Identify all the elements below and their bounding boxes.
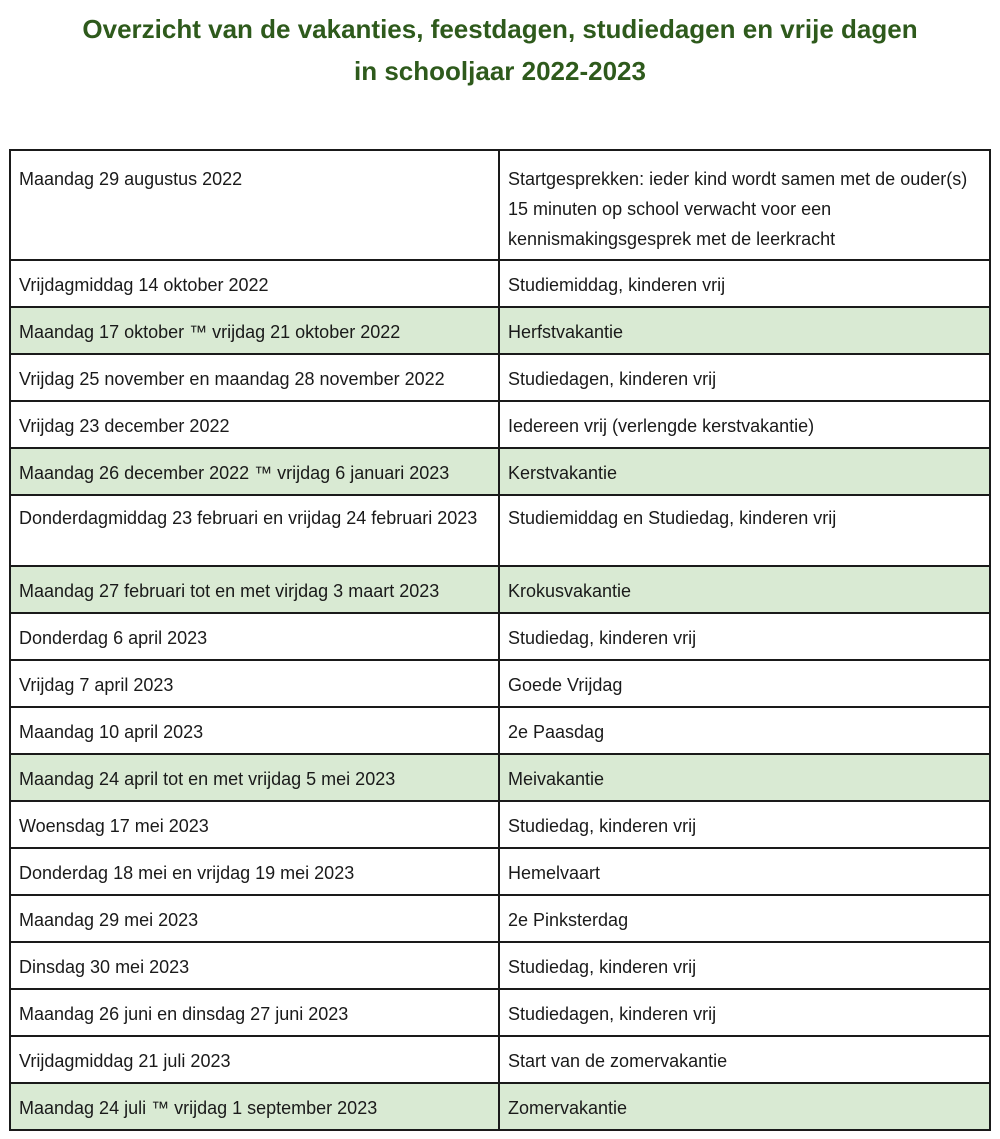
table-row [10, 354, 990, 401]
event-cell: Studiedag, kinderen vrij [499, 801, 990, 848]
table-row [10, 1036, 990, 1083]
table-row [10, 989, 990, 1036]
event-cell: Meivakantie [499, 754, 990, 801]
event-cell: 2e Paasdag [499, 707, 990, 754]
table-row [10, 707, 990, 754]
event-cell: Studiedag, kinderen vrij [499, 942, 990, 989]
event-cell: Studiedagen, kinderen vrij [499, 354, 990, 401]
event-cell: Krokusvakantie [499, 566, 990, 613]
table-row-vacation [10, 566, 990, 613]
event-cell: Kerstvakantie [499, 448, 990, 495]
table-row-vacation [10, 448, 990, 495]
event-cell: Hemelvaart [499, 848, 990, 895]
date-cell: Maandag 10 april 2023 [10, 707, 499, 754]
date-cell: Maandag 26 december 2022 ™ vrijdag 6 januari 2023 [10, 448, 499, 495]
date-cell: Maandag 24 april tot en met vrijdag 5 mei 2023 [10, 754, 499, 801]
date-cell: Vrijdag 7 april 2023 [10, 660, 499, 707]
event-cell: Studiemiddag, kinderen vrij [499, 260, 990, 307]
date-cell: Donderdagmiddag 23 februari en vrijdag 24 februari 2023 [10, 495, 499, 566]
date-cell: Maandag 26 juni en dinsdag 27 juni 2023 [10, 989, 499, 1036]
date-cell: Donderdag 18 mei en vrijdag 19 mei 2023 [10, 848, 499, 895]
event-cell: Studiemiddag en Studiedag, kinderen vrij [499, 495, 990, 566]
table-row-vacation [10, 754, 990, 801]
event-cell: Studiedag, kinderen vrij [499, 613, 990, 660]
date-cell: Maandag 27 februari tot en met virjdag 3 maart 2023 [10, 566, 499, 613]
table-row [10, 150, 990, 260]
table-row [10, 260, 990, 307]
date-cell: Dinsdag 30 mei 2023 [10, 942, 499, 989]
table-row [10, 895, 990, 942]
date-cell: Donderdag 6 april 2023 [10, 613, 499, 660]
page-title [0, 8, 1000, 92]
page-title-line-1: Overzicht van de vakanties, feestdagen, studiedagen en vrije dagen [82, 14, 918, 44]
event-cell: Goede Vrijdag [499, 660, 990, 707]
date-cell: Maandag 29 augustus 2022 [10, 150, 499, 260]
date-cell: Vrijdagmiddag 14 oktober 2022 [10, 260, 499, 307]
table-row [10, 942, 990, 989]
table-row [10, 495, 990, 566]
date-cell: Maandag 17 oktober ™ vrijdag 21 oktober 2022 [10, 307, 499, 354]
table-row [10, 401, 990, 448]
date-cell: Maandag 29 mei 2023 [10, 895, 499, 942]
event-cell: Start van de zomervakantie [499, 1036, 990, 1083]
event-cell: Herfstvakantie [499, 307, 990, 354]
table-row [10, 660, 990, 707]
table-row [10, 848, 990, 895]
event-cell: Studiedagen, kinderen vrij [499, 989, 990, 1036]
date-cell: Vrijdagmiddag 21 juli 2023 [10, 1036, 499, 1083]
event-cell: Iedereen vrij (verlengde kerstvakantie) [499, 401, 990, 448]
event-cell: Startgesprekken: ieder kind wordt samen met de ouder(s) 15 minuten op school verwacht voor een kennismakingsgesprek met de leerkracht [499, 150, 990, 260]
date-cell: Maandag 24 juli ™ vrijdag 1 september 2023 [10, 1083, 499, 1130]
date-cell: Woensdag 17 mei 2023 [10, 801, 499, 848]
date-cell: Vrijdag 23 december 2022 [10, 401, 499, 448]
date-cell: Vrijdag 25 november en maandag 28 november 2022 [10, 354, 499, 401]
schedule-table [9, 149, 991, 1131]
table-row-vacation [10, 1083, 990, 1130]
table-row [10, 801, 990, 848]
event-cell: Zomervakantie [499, 1083, 990, 1130]
event-cell: 2e Pinksterdag [499, 895, 990, 942]
table-row-vacation [10, 307, 990, 354]
table-row [10, 613, 990, 660]
page-title-line-2: in schooljaar 2022-2023 [354, 56, 646, 86]
